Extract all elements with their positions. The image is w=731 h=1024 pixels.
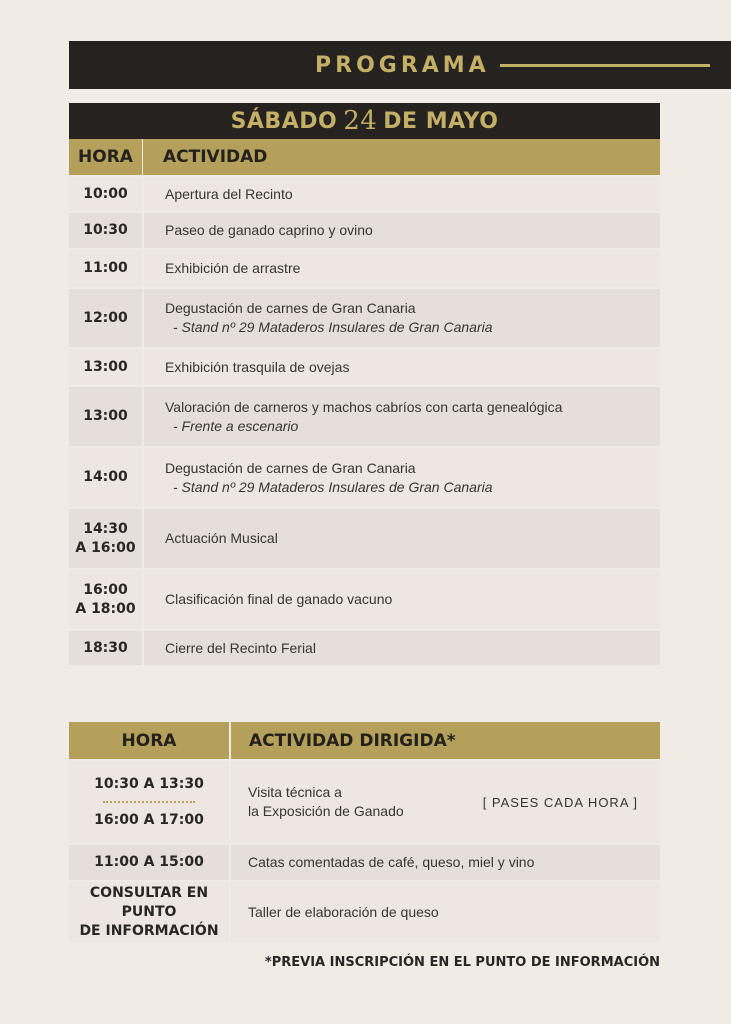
table-row	[69, 629, 660, 665]
row-time: 11:00 A 15:00	[94, 854, 204, 870]
row-time-alt: 16:00 A 17:00	[94, 811, 204, 828]
row-time: 16:00	[83, 581, 128, 598]
table-row	[69, 385, 660, 446]
row-time-line2: DE INFORMACIÓN	[79, 922, 219, 939]
table-row	[69, 175, 660, 211]
table-row	[69, 248, 660, 287]
row-activity-line2: la Exposición de Ganado	[248, 803, 404, 819]
header-activity: ACTIVIDAD DIRIGIDA*	[229, 722, 660, 759]
row-time: 14:00	[83, 469, 128, 485]
row-activity: Valoración de carneros y machos cabríos con carta genealógica	[165, 398, 563, 415]
row-activity: Degustación de carnes de Gran Canaria	[165, 459, 416, 476]
row-time-end: A 16:00	[75, 539, 136, 556]
day-month: DE MAYO	[383, 108, 499, 134]
row-activity: Catas comentadas de café, queso, miel y vino	[248, 854, 535, 870]
programa-banner	[69, 41, 731, 89]
row-activity: Degustación de carnes de Gran Canaria	[165, 300, 416, 316]
table-row	[69, 446, 660, 507]
table-row	[69, 843, 660, 880]
row-activity: Apertura del Recinto	[165, 185, 293, 202]
table-header	[69, 139, 660, 175]
row-time: 13:00	[83, 408, 128, 424]
row-time: 12:00	[83, 309, 128, 326]
table-row	[69, 287, 660, 347]
schedule-table	[69, 103, 660, 665]
header-activity: ACTIVIDAD	[142, 139, 660, 175]
row-activity: Actuación Musical	[165, 530, 278, 546]
day-name: SÁBADO	[230, 108, 338, 134]
day-number: 24	[343, 106, 378, 136]
row-time-end: A 18:00	[75, 600, 136, 617]
row-note: - Stand nº 29 Mataderos Insulares de Gran Canaria	[173, 478, 493, 495]
table-row	[69, 347, 660, 385]
row-activity: Paseo de ganado caprino y ovino	[165, 222, 373, 238]
header-time: HORA	[78, 147, 133, 167]
row-time: 10:00	[83, 185, 128, 202]
row-time: CONSULTAR EN PUNTO	[89, 884, 209, 920]
row-note: - Frente a escenario	[173, 417, 299, 434]
dotted-separator	[103, 801, 195, 803]
row-activity: Visita técnica a	[248, 784, 342, 800]
table-row	[69, 568, 660, 629]
row-time: 18:30	[83, 639, 128, 656]
row-time: 11:00	[83, 260, 128, 276]
pases-note: [ PASES CADA HORA ]	[482, 794, 638, 810]
row-note: - Stand nº 29 Mataderos Insulares de Gran Canaria	[173, 319, 493, 335]
table-header	[69, 722, 660, 759]
table-row	[69, 759, 660, 843]
page-title: PROGRAMA	[315, 52, 490, 78]
header-time: HORA	[121, 730, 177, 751]
row-time: 13:00	[83, 358, 128, 375]
row-activity: Clasificación final de ganado vacuno	[165, 591, 393, 607]
row-time: 10:30 A 13:30	[94, 775, 204, 792]
row-activity: Exhibición trasquila de ovejas	[165, 358, 350, 375]
table-row	[69, 211, 660, 248]
row-activity: Cierre del Recinto Ferial	[165, 639, 316, 656]
table-row	[69, 880, 660, 942]
footnote: *PREVIA INSCRIPCIÓN EN EL PUNTO DE INFORMACIÓN	[264, 955, 660, 970]
banner-divider	[500, 64, 710, 67]
row-time: 10:30	[83, 222, 128, 238]
row-activity: Exhibición de arrastre	[165, 260, 301, 276]
row-activity: Taller de elaboración de queso	[248, 903, 439, 920]
day-header	[69, 103, 660, 139]
guided-activities-table	[69, 722, 660, 942]
table-row	[69, 507, 660, 568]
row-time: 14:30	[83, 520, 128, 537]
